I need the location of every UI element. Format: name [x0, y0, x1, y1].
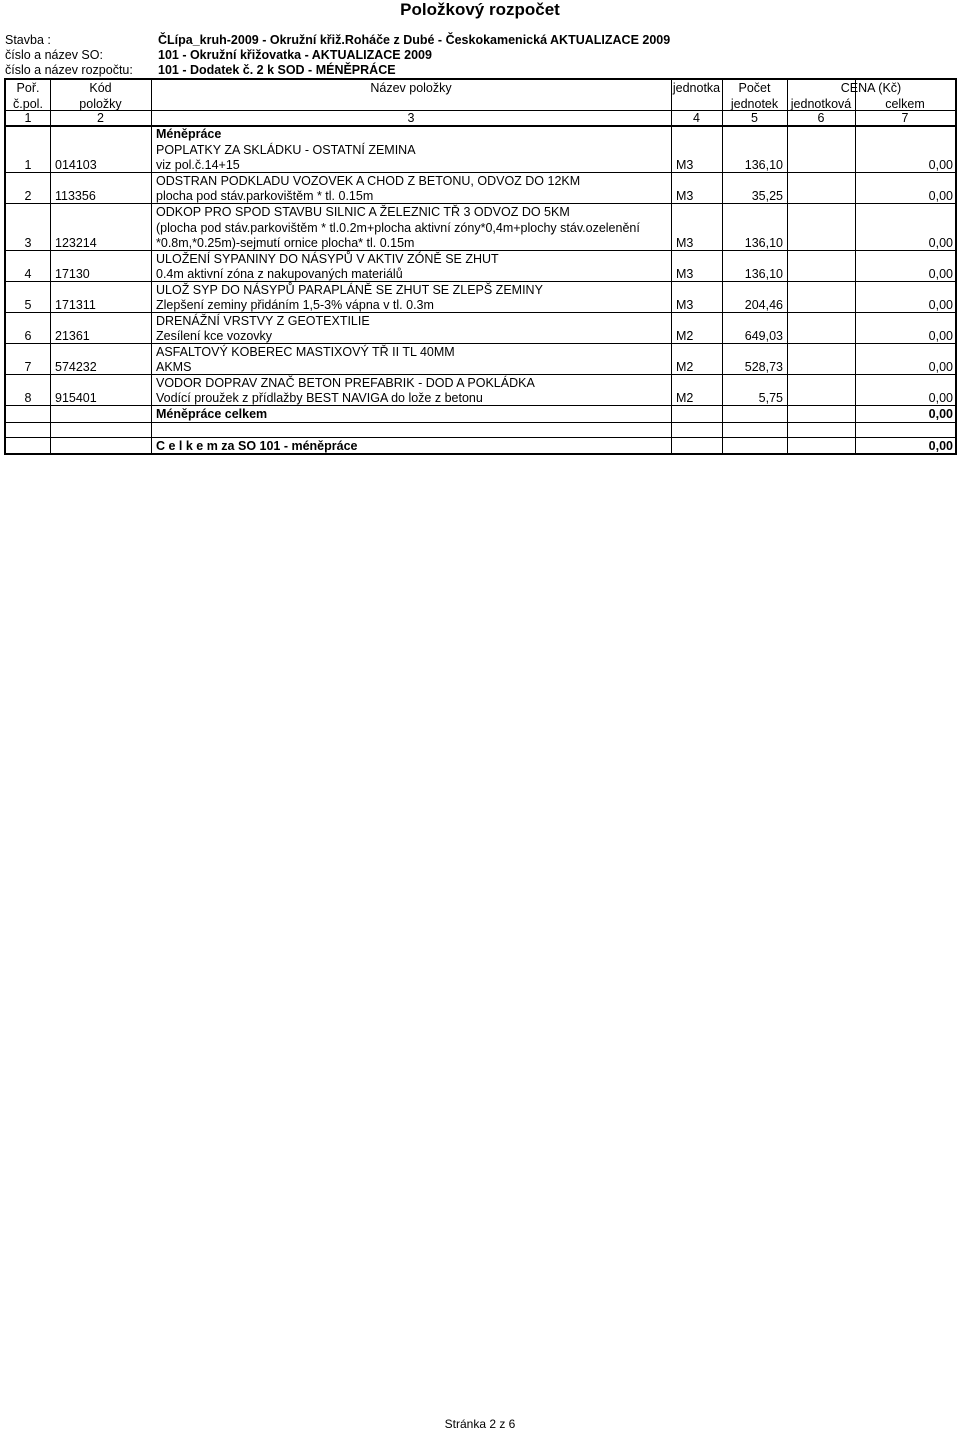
meta-value: 101 - Okružní křižovatka - AKTUALIZACE 2009: [158, 48, 432, 62]
colnum: 3: [407, 111, 415, 125]
colnum: 7: [901, 111, 909, 125]
item-desc-line: *0.8m,*0.25m)-sejmutí ornice plocha* tl. 0.15m: [156, 236, 415, 250]
row-divider: [6, 374, 955, 375]
colnum: 2: [97, 111, 104, 125]
row-divider: [6, 422, 955, 423]
item-kod: 014103: [55, 158, 97, 172]
row-divider: [6, 203, 955, 204]
item-desc-line: 0.4m aktivní zóna z nakupovaných materiálů: [156, 267, 403, 281]
item-por: 5: [24, 298, 32, 312]
item-desc-line: DRENÁŽNÍ VRSTVY Z GEOTEXTILIE: [156, 314, 370, 328]
item-desc-line: (plocha pod stáv.parkovištěm * tl.0.2m+plocha aktivní zóny*0,4m+plochy stáv.ozelenění: [156, 221, 640, 235]
section-title: Méněpráce: [156, 127, 222, 141]
header-kod: Kód: [89, 81, 112, 95]
item-desc-line: Zesílení kce vozovky: [156, 329, 273, 343]
item-desc-line: Zlepšení zeminy přidáním 1,5-3% vápna v tl. 0.3m: [156, 298, 434, 312]
row-divider: [6, 250, 955, 251]
header-jednotkova: jednotková: [790, 97, 852, 111]
item-jednotka: M3: [676, 189, 694, 203]
row-divider: [6, 312, 955, 313]
item-desc-line: Vodící proužek z přídlažby BEST NAVIGA do lože z betonu: [156, 391, 483, 405]
item-por: 6: [24, 329, 32, 343]
item-desc-line: ODKOP PRO SPOD STAVBU SILNIC A ŽELEZNIC TŘ 3 ODVOZ DO 5KM: [156, 205, 570, 219]
item-celkem: 0,00: [928, 158, 953, 172]
item-jednotka: M3: [676, 267, 694, 281]
item-por: 8: [24, 391, 32, 405]
grand-total-label: C e l k e m za SO 101 - méněpráce: [156, 439, 358, 453]
header-kod: položky: [79, 97, 122, 111]
item-jednotka: M3: [676, 158, 694, 172]
item-pocet: 136,10: [744, 158, 783, 172]
item-celkem: 0,00: [928, 267, 953, 281]
item-pocet: 5,75: [758, 391, 783, 405]
item-por: 3: [24, 236, 32, 250]
item-celkem: 0,00: [928, 391, 953, 405]
item-celkem: 0,00: [928, 189, 953, 203]
meta-value: ČLípa_kruh-2009 - Okružní křiž.Roháče z Dubé - Českokamenická AKTUALIZACE 2009: [158, 33, 671, 47]
meta-label: Stavba :: [5, 33, 51, 47]
item-desc-line: AKMS: [156, 360, 192, 374]
item-jednotka: M3: [676, 298, 694, 312]
item-desc-line: ULOŽ SYP DO NÁSYPŮ PARAPLÁNĚ SE ZHUT SE ZLEPŠ ZEMINY: [156, 283, 543, 297]
item-desc-line: ULOŽENÍ SYPANINY DO NÁSYPŮ V AKTIV ZÓNĚ SE ZHUT: [156, 252, 499, 266]
meta-value: 101 - Dodatek č. 2 k SOD - MÉNĚPRÁCE: [158, 63, 396, 77]
item-pocet: 136,10: [744, 236, 783, 250]
colnum: 4: [693, 111, 700, 125]
item-desc-line: POPLATKY ZA SKLÁDKU - OSTATNÍ ZEMINA: [156, 143, 416, 157]
header-por: č.pol.: [13, 97, 43, 111]
item-pocet: 35,25: [751, 189, 783, 203]
item-por: 4: [24, 267, 32, 281]
item-kod: 21361: [55, 329, 90, 343]
header-celkem: celkem: [885, 97, 925, 111]
meta-label: číslo a název SO:: [5, 48, 103, 62]
item-por: 1: [24, 158, 32, 172]
row-divider: [6, 343, 955, 344]
grand-total-value: 0,00: [928, 439, 953, 453]
colnum: 1: [24, 111, 32, 125]
item-jednotka: M2: [676, 391, 694, 405]
item-celkem: 0,00: [928, 329, 953, 343]
row-divider: [6, 281, 955, 282]
meta-label: číslo a název rozpočtu:: [5, 63, 133, 77]
item-kod: 17130: [55, 267, 90, 281]
page-footer: Stránka 2 z 6: [444, 1417, 516, 1431]
item-kod: 113356: [55, 189, 96, 203]
item-celkem: 0,00: [928, 236, 953, 250]
item-kod: 123214: [55, 236, 97, 250]
section-total-value: 0,00: [928, 407, 953, 421]
item-pocet: 649,03: [744, 329, 783, 343]
header-por: Poř.: [16, 81, 40, 95]
col-divider: [151, 80, 152, 453]
item-jednotka: M2: [676, 360, 694, 374]
header-nazev: Název položky: [370, 81, 452, 95]
item-kod: 171311: [55, 298, 96, 312]
row-divider: [6, 172, 955, 173]
col-divider: [50, 80, 51, 453]
col-divider: [671, 80, 672, 453]
item-desc-line: ASFALTOVÝ KOBEREC MASTIXOVÝ TŘ II TL 40MM: [156, 345, 455, 359]
item-kod: 574232: [55, 360, 97, 374]
colnum: 6: [817, 111, 825, 125]
header-jednotka: jednotka: [672, 81, 721, 95]
item-desc-line: VODOR DOPRAV ZNAČ BETON PREFABRIK - DOD A POKLÁDKA: [156, 376, 535, 390]
item-jednotka: M3: [676, 236, 694, 250]
header-pocet: Počet: [738, 81, 771, 95]
item-desc-line: ODSTRAN PODKLADU VOZOVEK A CHOD Z BETONU, ODVOZ DO 12KM: [156, 174, 581, 188]
item-desc-line: plocha pod stáv.parkovištěm * tl. 0.15m: [156, 189, 374, 203]
budget-table: [4, 78, 957, 455]
item-pocet: 136,10: [744, 267, 783, 281]
item-por: 2: [24, 189, 32, 203]
row-divider: [6, 437, 955, 438]
item-celkem: 0,00: [928, 298, 953, 312]
colnum: 5: [751, 111, 758, 125]
item-por: 7: [24, 360, 32, 374]
page-title: Položkový rozpočet: [400, 0, 560, 19]
item-celkem: 0,00: [928, 360, 953, 374]
item-kod: 915401: [55, 391, 97, 405]
item-desc-line: viz pol.č.14+15: [156, 158, 240, 172]
item-pocet: 528,73: [744, 360, 783, 374]
header-cena: CENA (Kč): [840, 81, 902, 95]
header-pocet: jednotek: [730, 97, 779, 111]
col-divider: [787, 80, 788, 453]
item-pocet: 204,46: [744, 298, 783, 312]
section-total-label: Méněpráce celkem: [156, 407, 268, 421]
item-jednotka: M2: [676, 329, 694, 343]
